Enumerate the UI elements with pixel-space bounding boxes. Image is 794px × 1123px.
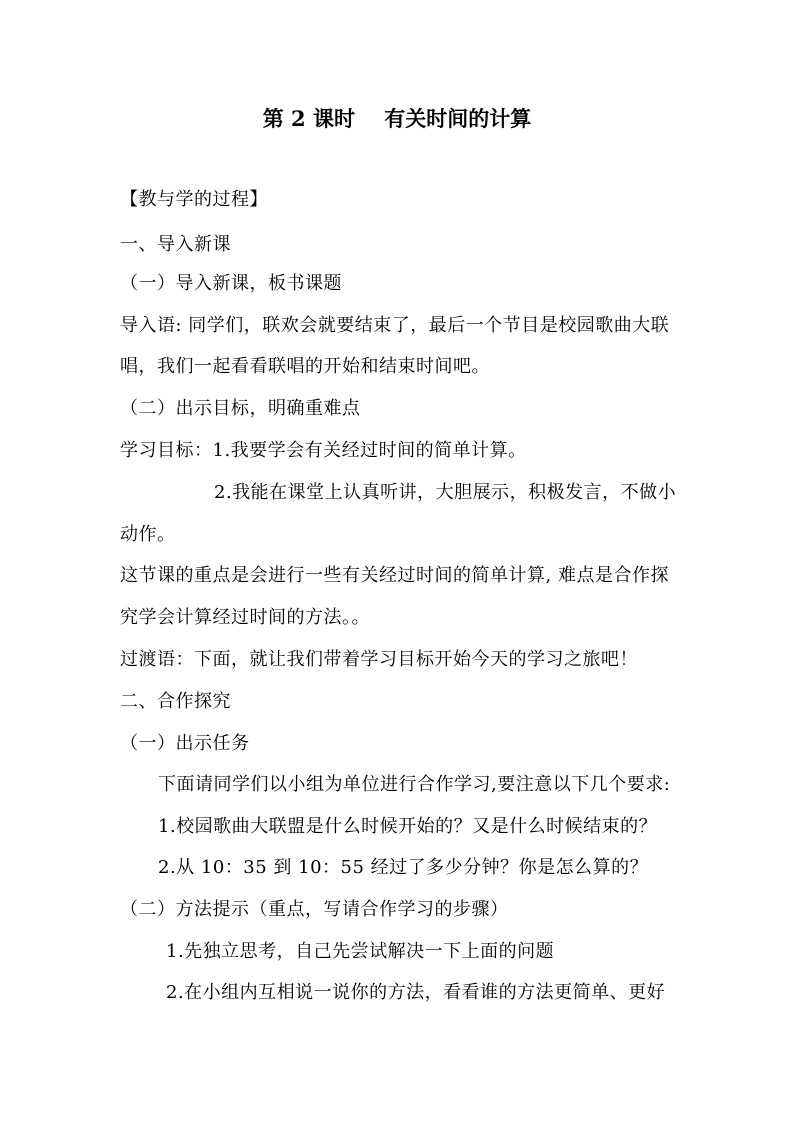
subsection-heading-task: （一）出示任务: [120, 733, 250, 754]
list-item: 1.先独立思考，自己先尝试解决一下上面的问题: [166, 941, 555, 962]
paragraph-line: 下面请同学们以小组为单位进行合作学习,要注意以下几个要求:: [158, 774, 671, 795]
lesson-title: 第 2 课时 有关时间的计算: [262, 106, 532, 131]
section-heading-explore: 二、合作探究: [120, 691, 231, 712]
paragraph-line: 唱，我们一起看看联唱的开始和结束时间吧。: [120, 356, 490, 377]
goal-line-continued: 动作。: [120, 524, 176, 545]
list-item: 1.校园歌曲大联盟是什么时候开始的？又是什么时候结束的？: [158, 816, 658, 837]
goal-line: 2.我能在课堂上认真听讲，大胆展示，积极发言，不做小: [214, 482, 677, 503]
paragraph-line: 过渡语：下面，就让我们带着学习目标开始今天的学习之旅吧！: [120, 649, 638, 670]
subsection-heading-goals: （二）出示目标，明确重难点: [120, 398, 361, 419]
paragraph-line: 导入语: 同学们，联欢会就要结束了，最后一个节目是校园歌曲大联: [120, 315, 670, 336]
goal-line: 学习目标：1.我要学会有关经过时间的简单计算。: [120, 440, 527, 461]
paragraph-line: 这节课的重点是会进行一些有关经过时间的简单计算, 难点是合作探: [120, 565, 669, 586]
section-heading-intro: 一、导入新课: [120, 234, 231, 255]
list-item: 2.从 10：35 到 10：55 经过了多少分钟？你是怎么算的？: [158, 857, 649, 878]
list-item: 2.在小组内互相说一说你的方法，看看谁的方法更简单、更好: [166, 982, 666, 1003]
paragraph-line: 究学会计算经过时间的方法。。: [120, 607, 370, 628]
section-heading-process: 【教与学的过程】: [120, 189, 268, 210]
subsection-heading-method: （二）方法提示（重点，写请合作学习的步骤）: [120, 899, 509, 920]
subsection-heading-intro: （一）导入新课，板书课题: [120, 273, 342, 294]
